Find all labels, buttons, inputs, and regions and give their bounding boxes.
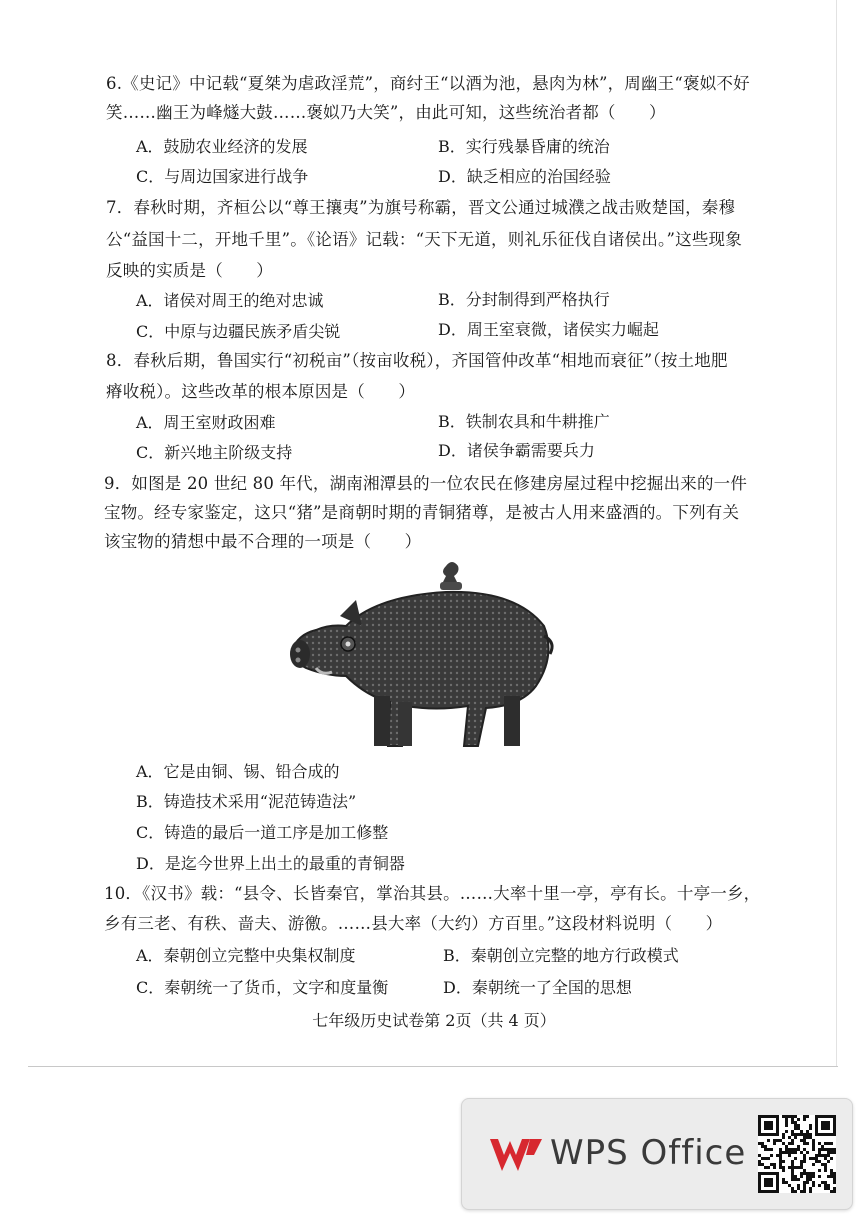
q6-stem-line-2: 笑……幽王为峰燧大鼓……褒姒乃大笑”，由此可知，这些统治者都（ ） <box>106 103 666 122</box>
q8-option-c: C．新兴地主阶级支持 <box>136 443 293 462</box>
q6-option-b: B．实行残暴昏庸的统治 <box>438 137 610 156</box>
q6-option-c: C．与周边国家进行战争 <box>136 167 309 186</box>
q7-stem-line-3: 反映的实质是（ ） <box>106 261 273 280</box>
q9-option-c: C．铸造的最后一道工序是加工修整 <box>136 823 389 842</box>
q8-option-d: D．诸侯争霸需要兵力 <box>438 441 595 460</box>
q10-option-d: D．秦朝统一了全国的思想 <box>443 978 632 997</box>
q9-stem-line-1: 9．如图是 20 世纪 80 年代，湖南湘潭县的一位农民在修建房屋过程中挖掘出来的一件 <box>104 474 748 493</box>
q7-option-d: D．周王室衰微，诸侯实力崛起 <box>438 320 659 339</box>
q6-option-d: D．缺乏相应的治国经验 <box>438 167 611 186</box>
wps-logo-icon <box>488 1135 544 1175</box>
q8-option-a: A．周王室财政困难 <box>136 413 276 432</box>
qr-code-icon[interactable] <box>758 1115 836 1193</box>
page-right-edge <box>836 0 837 1067</box>
q9-stem-line-2: 宝物。经专家鉴定，这只“猪”是商朝时期的青铜猪尊，是被古人用来盛酒的。下列有关 <box>104 503 740 522</box>
q9-option-d: D．是迄今世界上出土的最重的青铜器 <box>136 854 405 873</box>
q8-option-b: B．铁制农具和牛耕推广 <box>438 412 610 431</box>
q7-option-b: B．分封制得到严格执行 <box>438 290 610 309</box>
q8-stem-line-1: 8．春秋后期，鲁国实行“初税亩”（按亩收税），齐国管仲改革“相地而衰征”（按土地肥 <box>106 351 728 370</box>
page-bottom-edge <box>28 1066 838 1067</box>
q10-option-c: C．秦朝统一了货币，文字和度量衡 <box>136 978 389 997</box>
q10-option-b: B．秦朝创立完整的地方行政模式 <box>443 946 679 965</box>
q7-stem-line-2: 公“益国十二，开地千里”。《论语》记载：“天下无道，则礼乐征伐自诸侯出。”这些现象 <box>106 230 742 249</box>
q9-option-b: B．铸造技术采用“泥范铸造法” <box>136 792 357 811</box>
q7-option-a: A．诸侯对周王的绝对忠诚 <box>136 291 324 310</box>
bronze-pig-zun-image <box>286 556 556 752</box>
q9-stem-line-3: 该宝物的猜想中最不合理的一项是（ ） <box>104 532 422 551</box>
q8-stem-line-2: 瘠收税）。这些改革的根本原因是（ ） <box>106 382 416 401</box>
q10-stem-line-2: 乡有三老、有秩、啬夫、游徼。……县大率（大约）方百里。”这段材料说明（ ） <box>104 914 723 933</box>
lid-bird-figure <box>440 562 462 590</box>
wps-office-badge[interactable] <box>461 1098 853 1210</box>
wps-brand-text: WPS Office <box>550 1133 747 1173</box>
q7-stem-line-1: 7．春秋时期，齐桓公以“尊王攘夷”为旗号称霸，晋文公通过城濮之战击败楚国，秦穆 <box>106 198 736 217</box>
q9-option-a: A．它是由铜、锡、铅合成的 <box>136 762 340 781</box>
q10-option-a: A．秦朝创立完整中央集权制度 <box>136 946 356 965</box>
q6-option-a: A．鼓励农业经济的发展 <box>136 137 308 156</box>
q6-stem-line-1: 6.《史记》中记载“夏桀为虐政淫荒”，商纣王“以酒为池，悬肉为林”，周幽王“褒姒不好 <box>106 74 750 93</box>
q7-option-c: C．中原与边疆民族矛盾尖锐 <box>136 322 341 341</box>
q10-stem-line-1: 10．《汉书》载：“县令、长皆秦官，掌治其县。……大率十里一亭，亭有长。十亭一乡， <box>104 884 761 903</box>
page-footer: 七年级历史试卷第 2页（共 4 页） <box>312 1011 556 1030</box>
